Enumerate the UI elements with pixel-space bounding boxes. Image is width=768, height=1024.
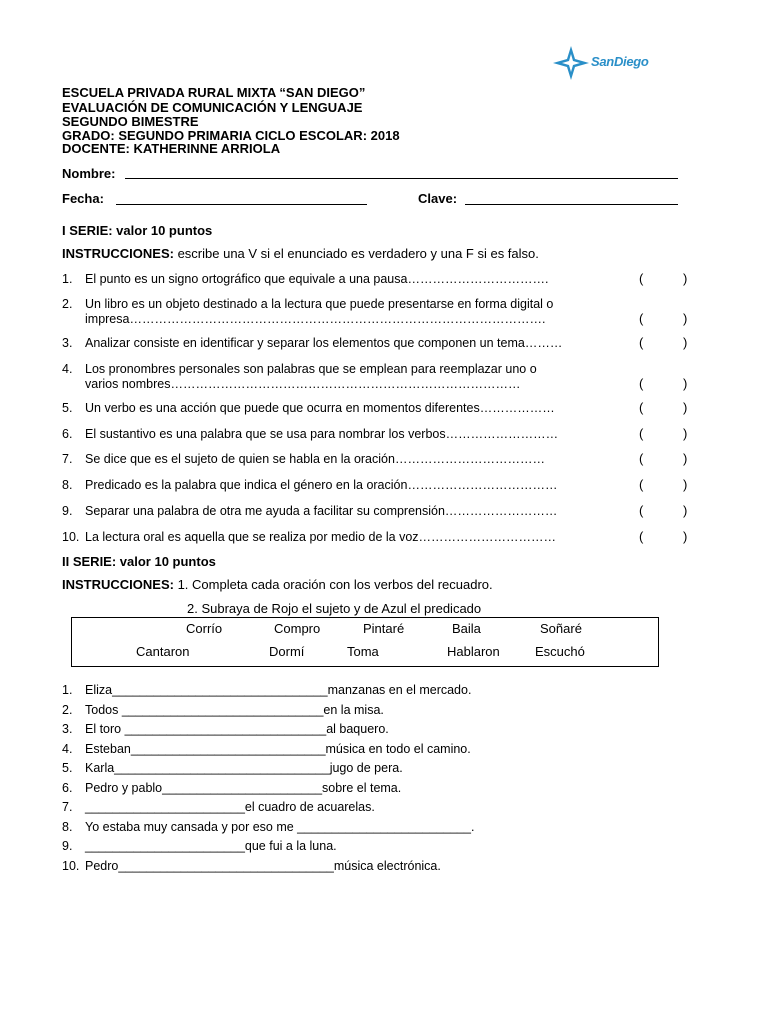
- answer-close-paren: ): [683, 503, 688, 518]
- answer-close-paren: ): [683, 311, 688, 326]
- answer-open-paren[interactable]: (: [639, 400, 644, 415]
- logo-text: SanDiego: [591, 54, 649, 69]
- item-text: Eliza_______________________________manzanas en el mercado.: [85, 683, 472, 697]
- question-number: 1.: [62, 272, 73, 286]
- fill-in-item[interactable]: [62, 722, 389, 736]
- serie2-instructions-2: 2. Subraya de Rojo el sujeto y de Azul el predicado: [187, 601, 482, 616]
- question-text: Predicado es la palabra que indica el género en la oración………………………………: [85, 478, 558, 492]
- instructions-text: 1. Completa cada oración con los verbos del recuadro.: [173, 577, 493, 592]
- question-text: La lectura oral es aquella que se realiza por medio de la voz……………………………: [85, 530, 557, 544]
- fill-in-item[interactable]: [62, 800, 375, 814]
- item-text: Pedro y pablo_______________________sobre el tema.: [85, 780, 402, 795]
- answer-open-paren[interactable]: (: [639, 451, 644, 466]
- answer-open-paren[interactable]: (: [639, 503, 644, 518]
- fill-in-item[interactable]: [62, 839, 337, 853]
- question-text: impresa……………………………………………………………………………………….: [85, 312, 546, 326]
- question-text: Un libro es un objeto destinado a la lectura que puede presentarse en forma digital o: [85, 297, 554, 311]
- item-number: 9.: [62, 839, 73, 853]
- question-item: [62, 504, 557, 519]
- fill-in-item[interactable]: [62, 683, 471, 697]
- item-text: Todos _____________________________en la misa.: [85, 702, 384, 717]
- question-text: El sustantivo es una palabra que se usa para nombrar los verbos………………………: [85, 427, 559, 441]
- question-item: [62, 427, 558, 442]
- item-text: Yo estaba muy cansada y por eso me _________________________.: [85, 819, 475, 834]
- question-item: [62, 478, 557, 493]
- nombre-label: Nombre:: [62, 166, 116, 181]
- answer-close-paren: ): [683, 400, 688, 415]
- question-item: [62, 452, 545, 467]
- verb-word: Hablaron: [447, 644, 500, 659]
- item-number: 4.: [62, 741, 73, 756]
- verb-word: Corrío: [186, 621, 223, 636]
- item-number: 3.: [62, 722, 73, 736]
- item-number: 2.: [62, 702, 73, 717]
- instructions-label: INSTRUCCIONES:: [62, 246, 174, 261]
- verb-word: Cantaron: [136, 644, 190, 659]
- question-text: Se dice que es el sujeto de quien se habla en la oración………………………………: [85, 452, 545, 466]
- school-name: ESCUELA PRIVADA RURAL MIXTA “SAN DIEGO”: [62, 85, 366, 100]
- question-text: Los pronombres personales son palabras que se emplean para reemplazar uno o: [85, 362, 537, 376]
- fecha-label: Fecha:: [62, 191, 104, 206]
- question-number: 7.: [62, 452, 73, 466]
- fill-in-item[interactable]: [62, 742, 471, 756]
- grade: GRADO: SEGUNDO PRIMARIA CICLO ESCOLAR: 2018: [62, 128, 400, 143]
- question-number: 10.: [62, 530, 80, 544]
- question-text: El punto es un signo ortográfico que equivale a una pausa…………………………….: [85, 272, 549, 286]
- question-number: 8.: [62, 478, 73, 492]
- answer-close-paren: ): [683, 426, 688, 441]
- clave-label: Clave:: [418, 191, 458, 206]
- question-item: [62, 272, 548, 287]
- question-number: 5.: [62, 401, 73, 415]
- fecha-field[interactable]: [116, 204, 367, 205]
- instructions-text: escribe una V si el enunciado es verdadero y una F si es falso.: [173, 246, 539, 261]
- item-number: 5.: [62, 761, 73, 775]
- verb-word: Baila: [452, 621, 481, 636]
- answer-close-paren: ): [683, 477, 688, 492]
- star-logo-icon: [553, 46, 589, 80]
- answer-open-paren[interactable]: (: [639, 311, 644, 326]
- question-number: 4.: [62, 362, 73, 376]
- item-text: Esteban____________________________música en todo el camino.: [85, 741, 471, 756]
- item-text: _______________________que fui a la luna.: [85, 839, 337, 853]
- serie2-title: II SERIE: valor 10 puntos: [62, 554, 216, 569]
- verb-word: Soñaré: [540, 621, 582, 636]
- fill-in-item[interactable]: [62, 859, 441, 873]
- question-number: 6.: [62, 427, 73, 441]
- answer-open-paren[interactable]: (: [639, 477, 644, 492]
- fill-in-item[interactable]: [62, 820, 474, 834]
- answer-open-paren[interactable]: (: [639, 376, 644, 391]
- answer-close-paren: ): [683, 271, 688, 286]
- verb-box: [71, 617, 659, 667]
- nombre-field[interactable]: [125, 178, 678, 179]
- serie1-title: I SERIE: valor 10 puntos: [62, 223, 213, 238]
- item-text: _______________________el cuadro de acuarelas.: [85, 800, 375, 814]
- item-number: 1.: [62, 683, 73, 697]
- verb-word: Compro: [274, 621, 321, 636]
- serie2-instructions: [62, 577, 493, 592]
- instructions-label: INSTRUCCIONES:: [62, 577, 174, 592]
- verb-word: Pintaré: [363, 621, 405, 636]
- school-logo: [553, 46, 673, 80]
- question-item: [62, 336, 562, 351]
- answer-close-paren: ): [683, 451, 688, 466]
- teacher: DOCENTE: KATHERINNE ARRIOLA: [62, 141, 281, 156]
- item-number: 7.: [62, 800, 73, 814]
- answer-open-paren[interactable]: (: [639, 335, 644, 350]
- item-number: 8.: [62, 819, 73, 834]
- answer-open-paren[interactable]: (: [639, 271, 644, 286]
- answer-open-paren[interactable]: (: [639, 529, 644, 544]
- clave-field[interactable]: [465, 204, 678, 205]
- fill-in-item[interactable]: [62, 703, 384, 717]
- fill-in-item[interactable]: [62, 761, 403, 775]
- question-number: 9.: [62, 504, 73, 518]
- question-item: [62, 401, 555, 416]
- item-text: Karla_______________________________jugo de pera.: [85, 761, 403, 775]
- bimester: SEGUNDO BIMESTRE: [62, 114, 199, 129]
- serie1-instructions: [62, 246, 539, 261]
- item-number: 6.: [62, 780, 73, 795]
- item-number: 10.: [62, 858, 80, 873]
- answer-close-paren: ): [683, 529, 688, 544]
- question-text: Separar una palabra de otra me ayuda a facilitar su comprensión………………………: [85, 504, 558, 518]
- verb-word: Dormí: [269, 644, 305, 659]
- verb-word: Escuchó: [535, 644, 585, 659]
- item-text: El toro _____________________________al baquero.: [85, 722, 389, 736]
- answer-open-paren[interactable]: (: [639, 426, 644, 441]
- question-item: [62, 297, 553, 327]
- fill-in-item[interactable]: [62, 781, 401, 795]
- item-text: Pedro_______________________________música electrónica.: [85, 858, 441, 873]
- answer-close-paren: ): [683, 335, 688, 350]
- question-number: 3.: [62, 336, 73, 350]
- question-number: 2.: [62, 297, 73, 311]
- answer-close-paren: ): [683, 376, 688, 391]
- exam-title: EVALUACIÓN DE COMUNICACIÓN Y LENGUAJE: [62, 100, 363, 115]
- verb-word: Toma: [347, 644, 379, 659]
- question-text: Analizar consiste en identificar y separar los elementos que componen un tema………: [85, 336, 563, 350]
- question-text: Un verbo es una acción que puede que ocurra en momentos diferentes………………: [85, 401, 555, 415]
- question-item: [62, 530, 556, 545]
- question-item: [62, 362, 537, 392]
- question-text: varios nombres…………………………………………………………………………: [85, 377, 521, 391]
